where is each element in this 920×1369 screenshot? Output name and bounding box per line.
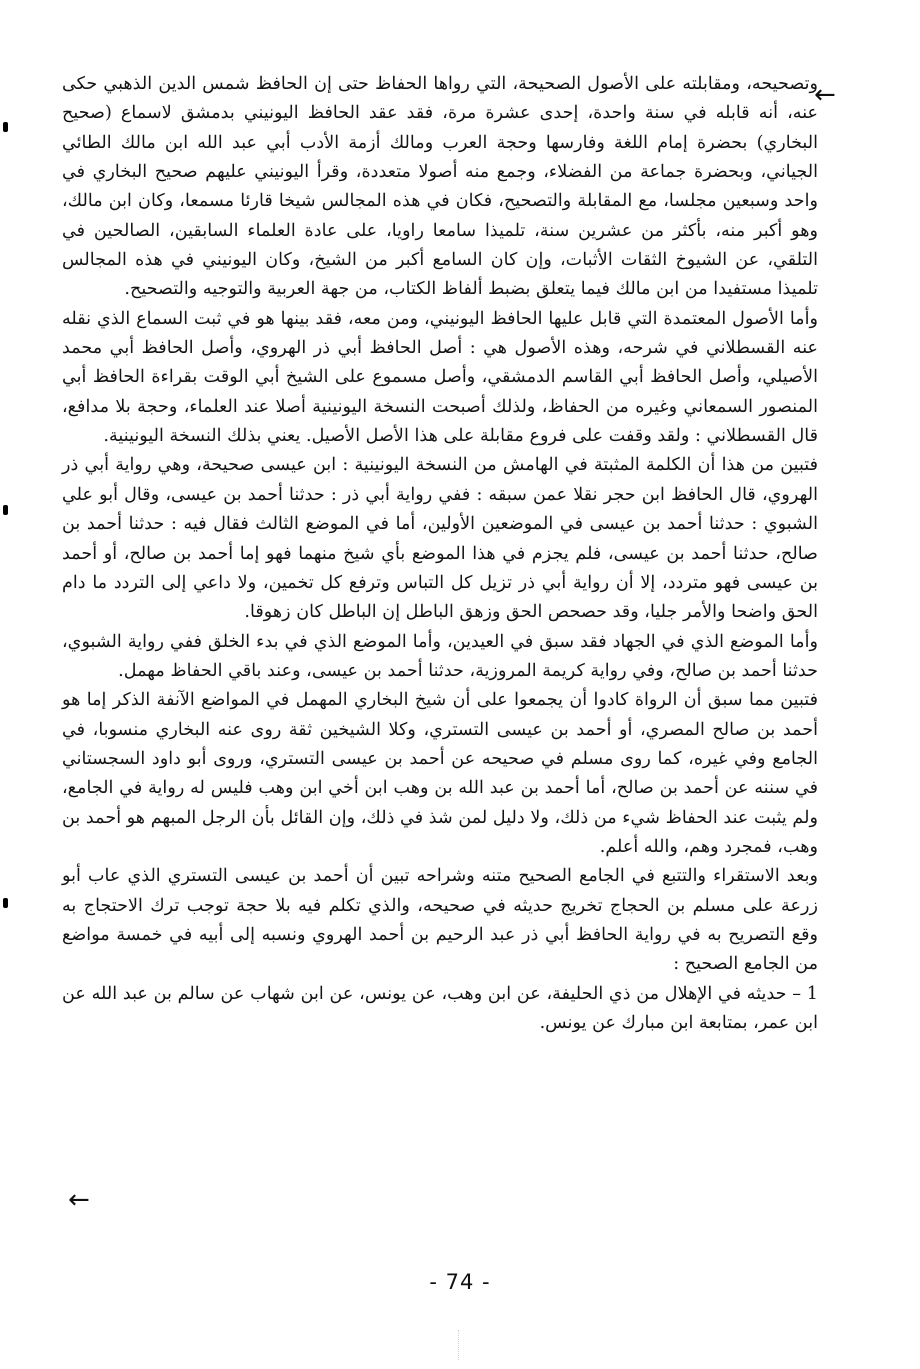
paragraph-transmission: وتصحيحه، ومقابلته على الأصول الصحيحة، التي رواها الحفاظ حتى إن الحافظ شمس الدين الذهبي حكى عنه، أنه قابله في سنة واحدة، إحدى عشرة مرة، فقد عقد الحافظ اليونيني بدمشق لاسماع (صحيح البخاري) بحضرة إمام اللغة وفارسها وحجة العرب ومالك أزمة الأدب أبي عبد الله ابن مالك الطائي الجياني، وبحضرة جماعة من الفضلاء، وجمع منه أصولا متعددة، وقرأ اليونيني عليهم صحيح البخاري في واحد وسبعين مجلسا، مع المقابلة والتصحيح، فكان في هذه المجالس شيخا قارئا مسمعا، وكان ابن مالك، وهو أكبر منه، بأكثر من عشرين سنة، تلميذا سامعا راويا، على عادة العلماء السابقين، الصالحين في التلقي، عن الشيوخ الثقات الأثبات، وإن كان السامع أكبر من الشيخ، وكان اليونيني في هذه المجالس تلميذا مستفيدا من ابن مالك فيما يتعلق بضبط ألفاظ الكتاب، من جهة العربية والتوجيه والتصحيح. [62, 74, 818, 300]
paragraph-sources: وأما الأصول المعتمدة التي قابل عليها الحافظ اليونيني، ومن معه، فقد بينها هو في ثبت السماع الذي نقله عنه القسطلاني في شرحه، وهذه الأصول هي : أصل الحافظ أبي ذر الهروي، وأصل الحافظ أبي محمد الأصيلي، وأصل الحافظ أبي القاسم الدمشقي، وأصل مسموع على الشيخ أبي الوقت بقراءة الحافظ أبي المنصور السمعاني وغيره من الحفاظ، ولذلك أصبحت النسخة اليونينية أصلا عند العلماء، وحجة بلا مدافع، قال القسطلاني : ولقد وقفت على فروع مقابلة على هذا الأصل الأصيل. يعني بذلك النسخة اليونينية. [62, 308, 818, 447]
continuation-arrow-icon: ← [814, 80, 836, 110]
scan-mark [3, 898, 8, 908]
list-item-1: 1 – حديثه في الإهلال من ذي الحليفة، عن ابن وهب، عن يونس، عن ابن شهاب عن سالم بن عبد الله عن ابن عمر، بمتابعة ابن مبارك عن يونس. [62, 983, 818, 1033]
paragraph-margin-note: فتبين من هذا أن الكلمة المثبتة في الهامش من النسخة اليونينية : ابن عيسى صحيحة، وهي رواية أبي ذر الهروي، قال الحافظ ابن حجر نقلا عمن سبقه : ففي رواية أبي ذر : حدثنا أحمد بن عيسى، وقال أبو علي الشبوي : حدثنا أحمد بن عيسى في الموضعين الأولين، أما في الموضع الثالث فقال فيه : حدثنا أحمد بن صالح، حدثنا أحمد بن عيسى، فلم يجزم في هذا الموضع بأي شيخ منهما فهو إما أحمد بن صالح، أو أحمد بن عيسى فهو متردد، إلا أن رواية أبي ذر تزيل كل التباس وترفع كل تخمين، ولا داعي إلى التردد ما دام الحق واضحا والأمر جليا، وقد حصحص الحق وزهق الباطل إن الباطل كان زهوقا. [62, 455, 818, 623]
page-number: - 74 - [429, 1270, 491, 1294]
paragraph-investigation: وبعد الاستقراء والتتبع في الجامع الصحيح متنه وشراحه تبين أن أحمد بن عيسى التستري الذي عاب أبو زرعة على مسلم بن الحجاج تخريج حديثه في صحيحه، والذي تكلم فيه بلا حجة توجب ترك الاحتجاج به وقع التصريح به في رواية الحافظ أبي ذر عبد الرحيم بن أحمد الهروي ونسبه إلى أبيه في خمسة مواضع من الجامع الصحيح : [62, 866, 818, 975]
paragraph-jihad-position: وأما الموضع الذي في الجهاد فقد سبق في العيدين، وأما الموضع الذي في بدء الخلق ففي رواية الشبوي، حدثنا أحمد بن صالح، وفي رواية كريمة المروزية، حدثنا أحمد بن عيسى، وعند باقي الحفاظ مهمل. [62, 631, 818, 681]
scan-mark [3, 505, 8, 515]
fold-mark [458, 1330, 460, 1360]
scan-mark [3, 122, 8, 132]
paragraph-conclusion: فتبين مما سبق أن الرواة كادوا أن يجمعوا على أن شيخ البخاري المهمل في المواضع الآنفة الذكر إما هو أحمد بن صالح المصري، أو أحمد بن عيسى التستري، وكلا الشيخين ثقة روى عنه البخاري منسوبا، في الجامع وفي غيره، كما روى مسلم في صحيحه عن أحمد بن عيسى التستري، وروى أبو داود السجستاني في سننه عن أحمد بن صالح، أما أحمد بن عبد الله بن وهب ابن أخي ابن وهب فليس له رواية في الجامع، ولم يثبت عند الحفاظ شيء من ذلك، ولا دليل لمن شذ في ذلك، وإن القائل بأن الرجل المبهم هو أحمد بن وهب، فمجرد وهم، والله أعلم. [62, 690, 818, 857]
next-page-arrow-icon: ← [68, 1185, 90, 1215]
page-body [62, 70, 818, 1038]
